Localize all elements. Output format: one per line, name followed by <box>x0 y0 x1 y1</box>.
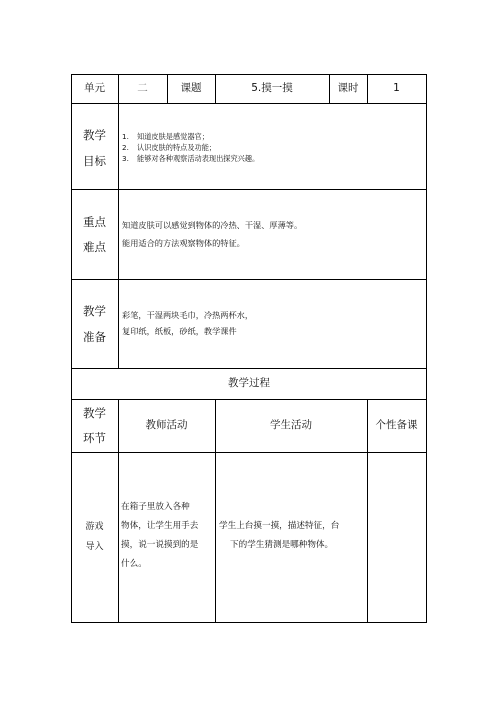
prep-line1: 彩笔，干湿两块毛巾，冷热两杯水， <box>122 310 254 320</box>
student-activity-line2: 下的学生猜测是哪种物体。 <box>230 540 334 550</box>
teacher-activity-line: 在箱子里放入各种 <box>121 502 190 512</box>
hours-label: 课时 <box>337 82 359 94</box>
list-item: 2. 认识皮肤的特点及功能； <box>122 143 217 152</box>
list-item: 3. 能够对各种观察活动表现出探究兴趣。 <box>122 154 260 163</box>
topic-label: 课题 <box>180 82 202 94</box>
intro-stage-line1: 游戏 <box>85 522 104 532</box>
keypoints-label-line1: 重点 <box>83 215 106 229</box>
column-divider <box>118 399 119 622</box>
keypoints-label-line2: 难点 <box>83 240 106 254</box>
stage-header-line1: 教学 <box>83 406 106 420</box>
column-divider <box>215 399 216 622</box>
hours-value: 1 <box>393 82 400 94</box>
unit-label: 单元 <box>84 82 105 94</box>
row-divider <box>71 189 427 190</box>
student-activity-header: 学生活动 <box>270 419 312 431</box>
row-divider <box>71 368 427 369</box>
column-divider <box>118 103 119 368</box>
unit-value: 二 <box>137 82 148 94</box>
teacher-activity-line: 什么。 <box>121 559 147 569</box>
row-divider <box>71 279 427 280</box>
prep-line2: 复印纸，纸板，砂纸，教学课件 <box>122 326 237 336</box>
keypoints-line1: 知道皮肤可以感觉到物体的冷热、干湿、厚薄等。 <box>122 220 303 230</box>
teacher-activity-line: 摸，说一说摸到的是 <box>121 540 199 550</box>
goals-label-line1: 教学 <box>83 128 106 142</box>
keypoints-line2: 能用适合的方法观察物体的特征。 <box>122 238 245 248</box>
goals-list <box>122 131 259 164</box>
process-title: 教学过程 <box>228 377 270 389</box>
teacher-activity-line: 物体，让学生用手去 <box>121 521 199 531</box>
prep-label-line2: 准备 <box>83 330 106 344</box>
table-border-bottom <box>71 622 427 623</box>
table-border-top <box>71 74 427 75</box>
goals-label-line2: 目标 <box>83 154 106 168</box>
intro-stage-line2: 导入 <box>85 542 104 552</box>
teacher-activity-header: 教师活动 <box>145 419 188 431</box>
prep-label-line1: 教学 <box>83 304 106 318</box>
list-item: 1. 知道皮肤是感觉器官； <box>122 132 209 141</box>
topic-value: 5.摸一摸 <box>251 82 293 94</box>
row-divider <box>71 103 427 104</box>
column-divider <box>367 399 368 622</box>
row-divider <box>71 399 427 400</box>
table-border-right <box>426 74 427 623</box>
student-activity-line1: 学生上台摸一摸，描述特征，台 <box>219 521 340 531</box>
row-divider <box>71 452 427 453</box>
personal-prep-header: 个性备课 <box>375 419 418 431</box>
stage-header-line2: 环节 <box>83 431 106 445</box>
